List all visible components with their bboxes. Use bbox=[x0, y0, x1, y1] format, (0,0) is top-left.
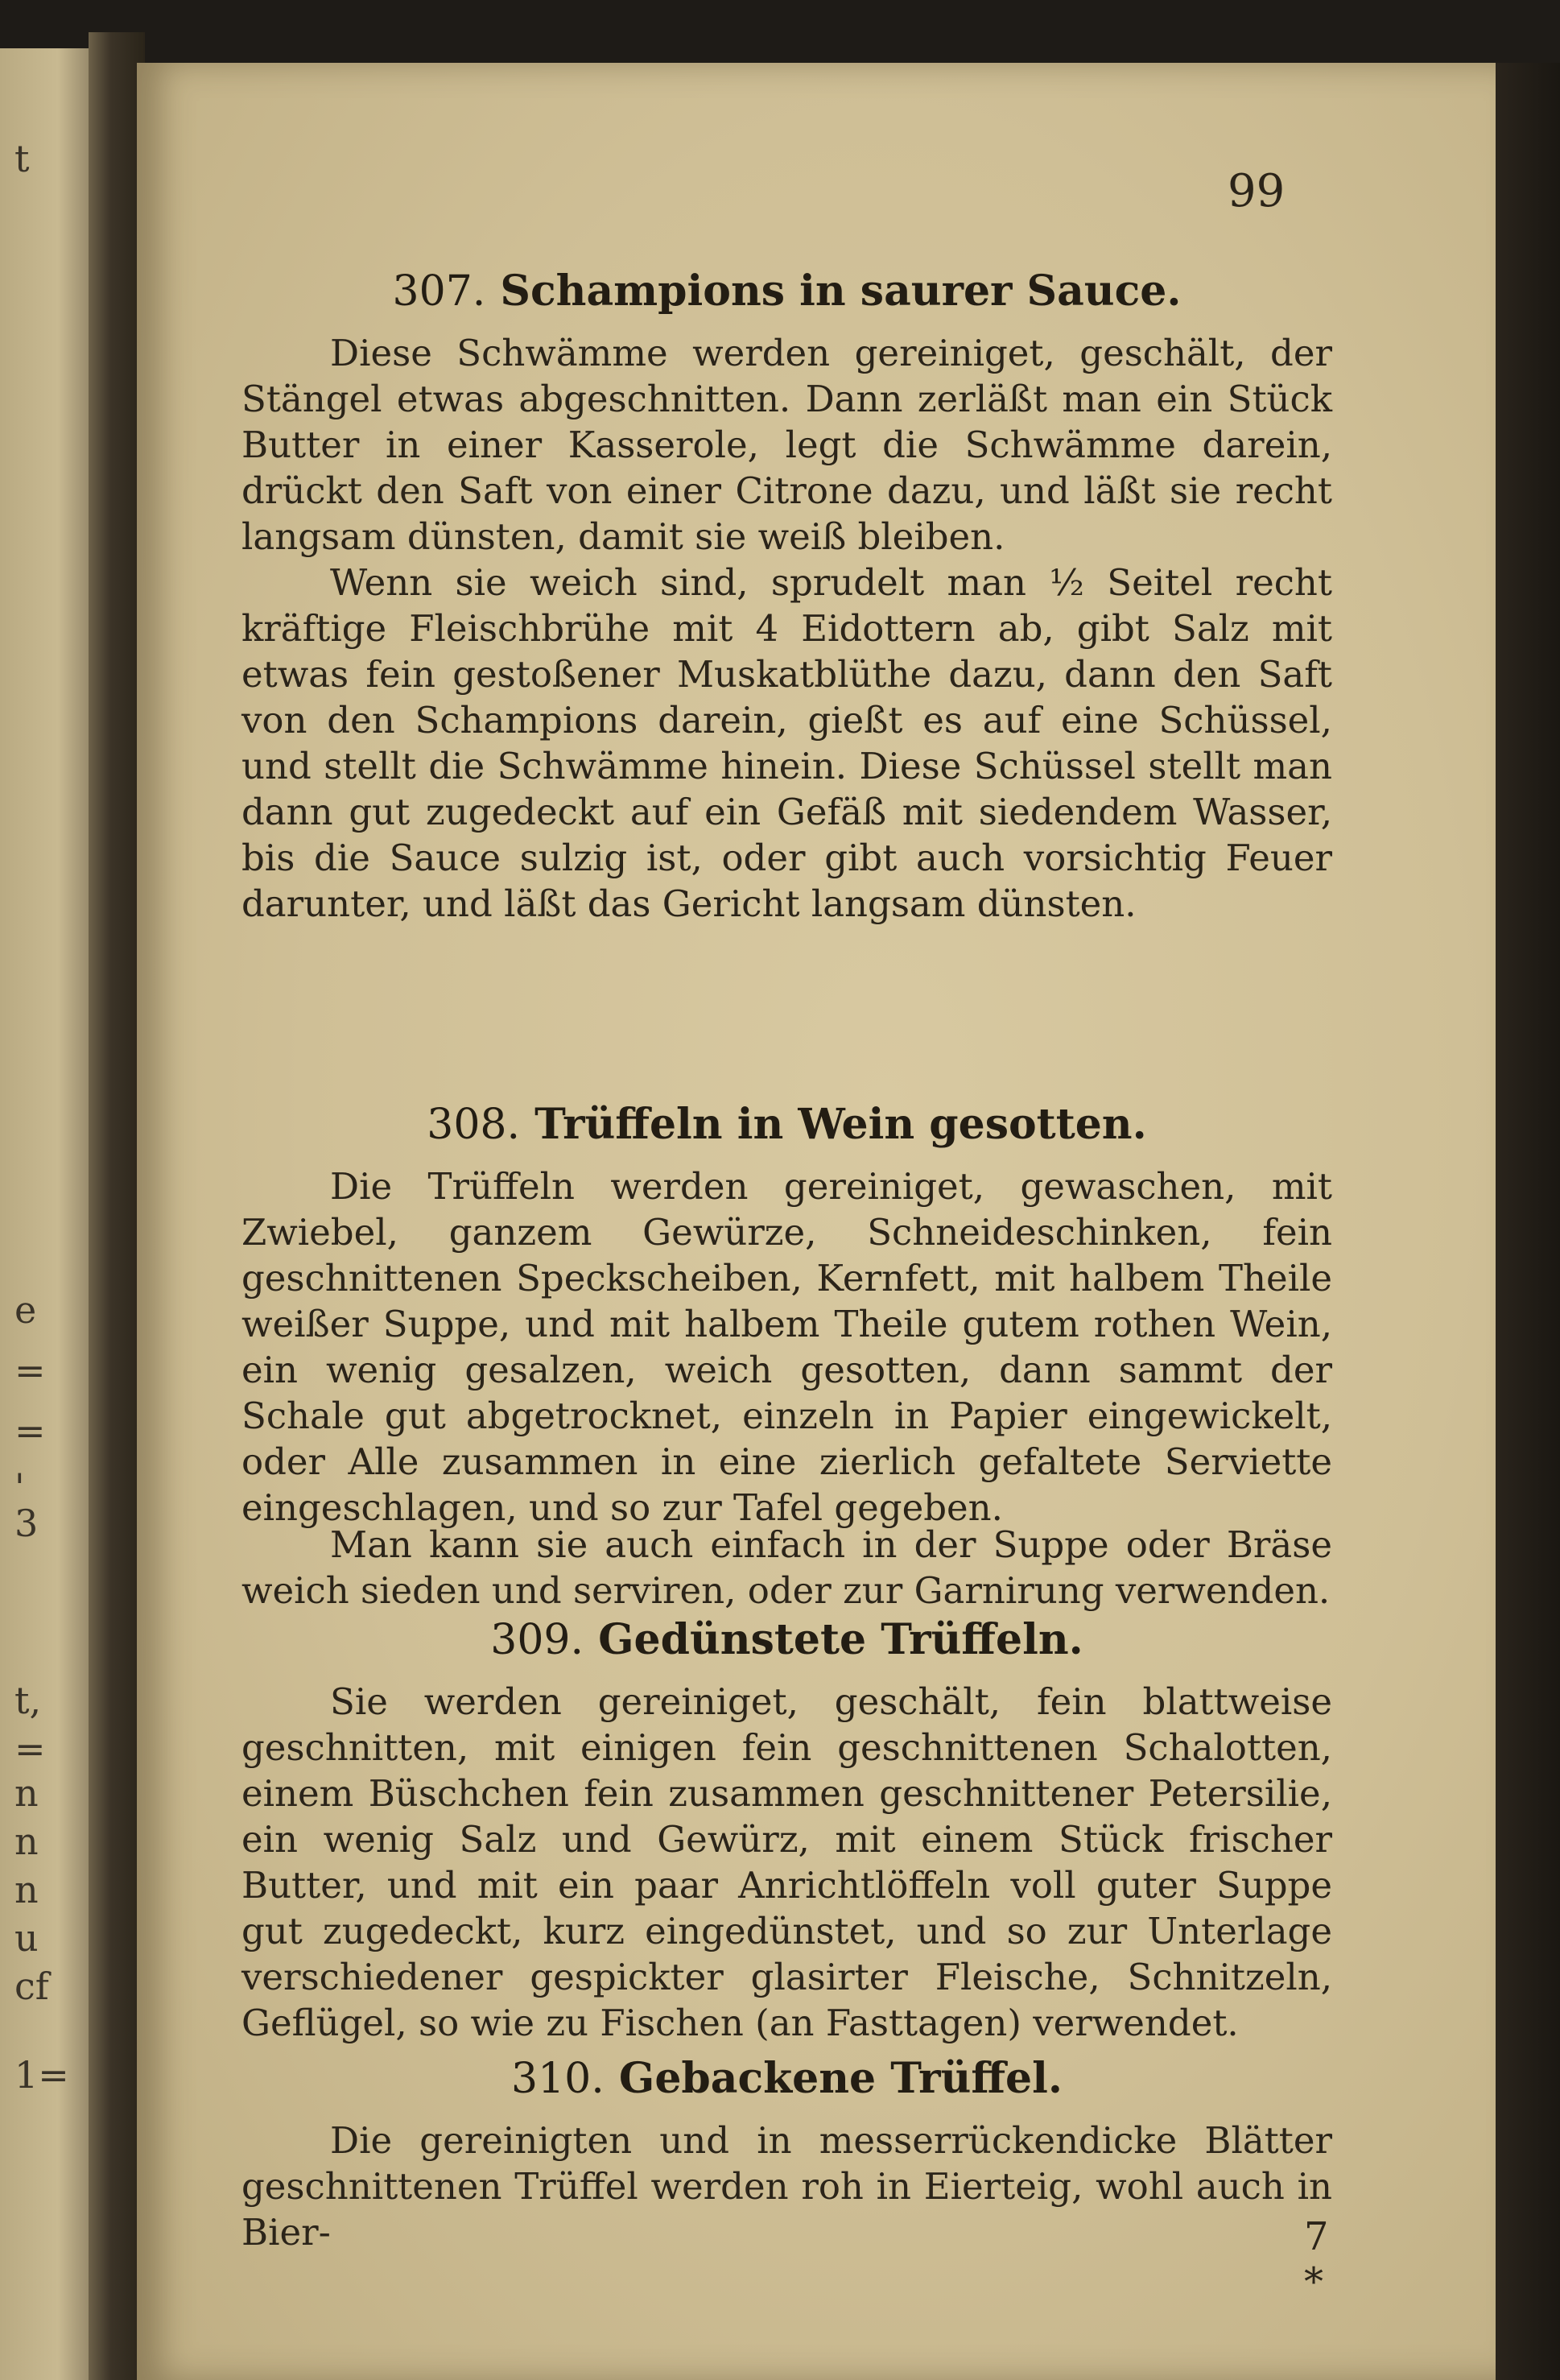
left-page-edge bbox=[0, 48, 97, 2380]
signature-mark: 7 * bbox=[1304, 2214, 1329, 2304]
section-heading-308 bbox=[241, 1099, 1332, 1151]
left-page-fragment: = bbox=[14, 1409, 46, 1452]
left-page-fragment: t, bbox=[14, 1679, 42, 1722]
section-309-paragraph-1: Sie werden gereiniget, geschält, fein blattweise geschnitten, mit einigen fein geschnittenen Schalotten, einem Büschchen fein zusammen geschnittener Petersilie, ein wenig Salz und Gewürz, mit einem Stück frischer Butter, und mit ein paar Anrichtlöffeln voll guter Suppe gut zugedeckt, kurz eingedünstet, und so zur Unterlage verschiedener gespickter glasirter Fleische, Schnitzeln, Geflügel, so wie zu Fischen (an Fasttagen) verwendet. bbox=[241, 1680, 1332, 2044]
section-number: 308. bbox=[427, 1101, 521, 1149]
left-page-fragment: = bbox=[14, 1727, 46, 1771]
page-number: 99 bbox=[1228, 165, 1286, 217]
left-page-fragment: e bbox=[14, 1288, 37, 1332]
section-307-paragraph-2: Wenn sie weich sind, sprudelt man ½ Seitel recht kräftige Fleischbrühe mit 4 Eidottern ab, gibt Salz mit etwas fein gestoßener Muskatblüthe dazu, dann den Saft von den Schampions darein, gießt es auf eine Schüssel, und stellt die Schwämme hinein. Diese Schüssel stellt man dann gut zugedeckt auf ein Gefäß mit siedendem Wasser, bis die Sauce sulzig ist, oder gibt auch vorsichtig Feuer darunter, und läßt das Gericht langsam dünsten. bbox=[241, 561, 1332, 925]
right-edge-shadow bbox=[1496, 63, 1560, 2380]
left-page-fragment: ' bbox=[14, 1465, 25, 1509]
section-number: 307. bbox=[392, 267, 486, 316]
section-heading-307 bbox=[241, 266, 1332, 317]
section-308-paragraph-1: Die Trüffeln werden gereiniget, gewaschen, mit Zwiebel, ganzem Gewürze, Schneideschinken, fein geschnittenen Speckscheiben, Kernfett, mit halbem Theile weißer Suppe, und mit halbem Theile gutem rothen Wein, ein wenig gesalzen, weich gesotten, dann sammt der Schale gut abgetrocknet, einzeln in Papier eingewickelt, oder Alle zusammen in eine zierlich gefaltete Serviette eingeschlagen, und so zur Tafel gegeben. bbox=[241, 1165, 1332, 1529]
left-page-fragment: n bbox=[14, 1868, 39, 1911]
section-307-paragraph-1: Diese Schwämme werden gereiniget, geschält, der Stängel etwas abgeschnitten. Dann zerläßt man ein Stück Butter in einer Kasserole, legt die Schwämme darein, drückt den Saft von einer Citrone dazu, und läßt sie recht langsam dünsten, damit sie weiß bleiben. bbox=[241, 332, 1332, 558]
left-page-fragment: = bbox=[14, 1349, 46, 1392]
left-page-fragment: t bbox=[14, 137, 30, 180]
section-title: Gedünstete Trüffeln. bbox=[598, 1615, 1083, 1664]
section-number: 310. bbox=[511, 2055, 605, 2103]
section-310-paragraph-1: Die gereinigten und in messerrückendicke Blätter geschnittenen Trüffel werden roh in Eierteig, wohl auch in Bier- bbox=[241, 2119, 1332, 2254]
section-number: 309. bbox=[490, 1616, 584, 1664]
section-title: Trüffeln in Wein gesotten. bbox=[534, 1100, 1147, 1149]
left-page-fragment: n bbox=[14, 1820, 39, 1863]
section-308-paragraph-2: Man kann sie auch einfach in der Suppe oder Bräse weich sieden und serviren, oder zur Garnirung verwenden. bbox=[241, 1523, 1332, 1612]
left-page-fragment: 3 bbox=[14, 1502, 39, 1545]
left-page-fragment: u bbox=[14, 1916, 39, 1960]
section-title: Gebackene Trüffel. bbox=[618, 2054, 1063, 2103]
section-title: Schampions in saurer Sauce. bbox=[500, 267, 1182, 316]
left-page-fragment: n bbox=[14, 1771, 39, 1815]
left-page-fragment: cf bbox=[14, 1965, 49, 2008]
section-heading-309 bbox=[241, 1614, 1332, 1666]
section-heading-310 bbox=[241, 2053, 1332, 2105]
left-page-fragment: 1= bbox=[14, 2053, 69, 2097]
